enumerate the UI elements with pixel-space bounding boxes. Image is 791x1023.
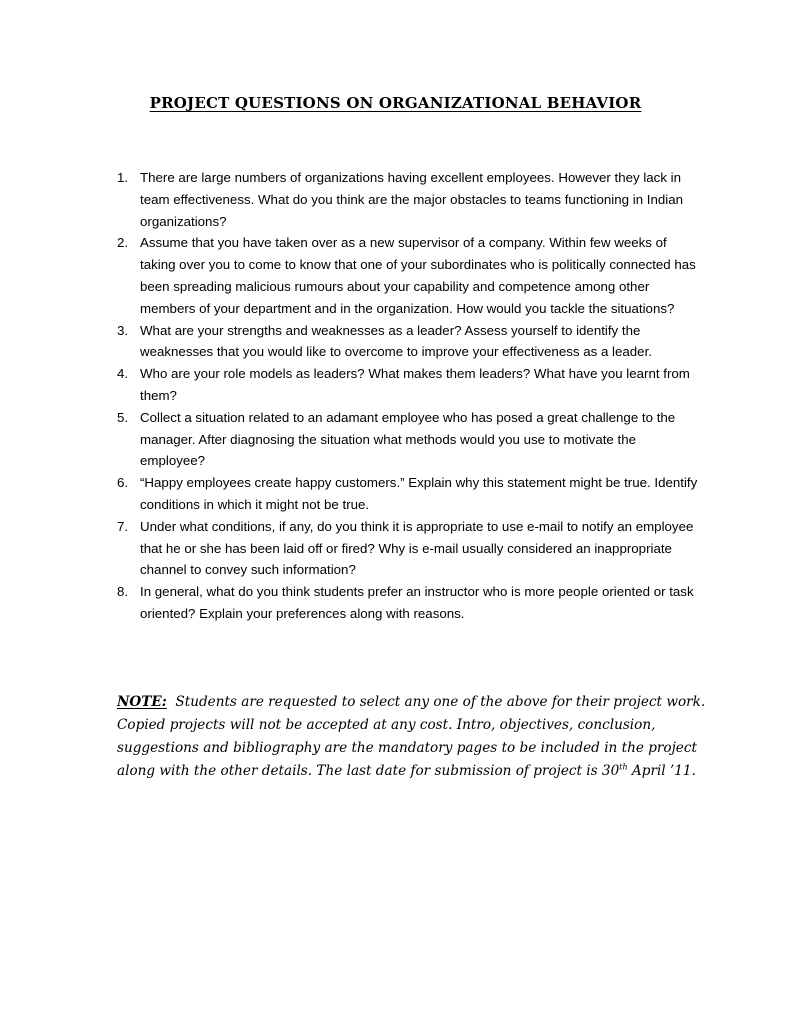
question-text: Assume that you have taken over as a new supervisor of a company. Within few weeks of taking over you to come to know that one of your subordinates who is politically connected has been spreading malicious rumours about your capability and competence among other members of your department and in the organization. How would you tackle the situations? [140, 235, 696, 316]
list-item [117, 516, 702, 581]
question-text: In general, what do you think students prefer an instructor who is more people oriented or task oriented? Explain your preferences along with reasons. [140, 584, 694, 621]
question-number: 5. [117, 409, 129, 425]
question-text: Collect a situation related to an adamant employee who has posed a great challenge to the manager. After diagnosing the situation what methods would you use to motivate the employee? [140, 409, 676, 469]
question-number: 3. [117, 322, 129, 338]
list-item [117, 363, 702, 407]
list-item [117, 167, 702, 232]
question-text: Under what conditions, if any, do you think it is appropriate to use e-mail to notify an employee that he or she has been laid off or fired? Why is e-mail usually considered an inappropriate channel to convey such information? [140, 518, 694, 578]
list-item [117, 232, 702, 319]
list-item [117, 472, 702, 516]
question-text: Who are your role models as leaders? What makes them leaders? What have you learnt from them? [140, 366, 690, 403]
list-item [117, 581, 702, 625]
list-item [117, 320, 702, 364]
title-text: PROJECT QUESTIONS ON ORGANIZATIONAL BEHAVIOR [149, 94, 642, 112]
question-number: 1. [117, 170, 129, 185]
note-date-suffix: April ’11. [627, 763, 696, 779]
question-number: 8. [117, 584, 129, 600]
question-text: “Happy employees create happy customers.” Explain why this statement might be true. Identify conditions in which it might not be true. [140, 475, 698, 512]
question-text: What are your strengths and weaknesses as a leader? Assess yourself to identify the weaknesses that you would like to overcome to improve your effectiveness as a leader. [140, 322, 652, 360]
question-text: There are large numbers of organizations having excellent employees. However they lack in team effectiveness. What do you think are the major obstacles to teams functioning in Indian organizations? [140, 170, 684, 229]
note-paragraph [117, 691, 707, 783]
note-label: NOTE: [117, 694, 167, 710]
list-item [117, 407, 702, 472]
note-text: Students are requested to select any one of the above for their project work. Copied projects will not be accepted at any cost. Intro, objectives, conclusion, suggestions and bibliography are the mandatory pages to be included in the project along with the other details. The last date for submission of project is 30 [117, 694, 706, 779]
question-list [117, 167, 702, 625]
question-number: 6. [117, 475, 129, 491]
question-number: 4. [117, 366, 129, 382]
page-title [0, 94, 791, 112]
question-number: 2. [117, 235, 129, 251]
date-superscript: th [619, 762, 628, 772]
question-number: 7. [117, 518, 129, 534]
